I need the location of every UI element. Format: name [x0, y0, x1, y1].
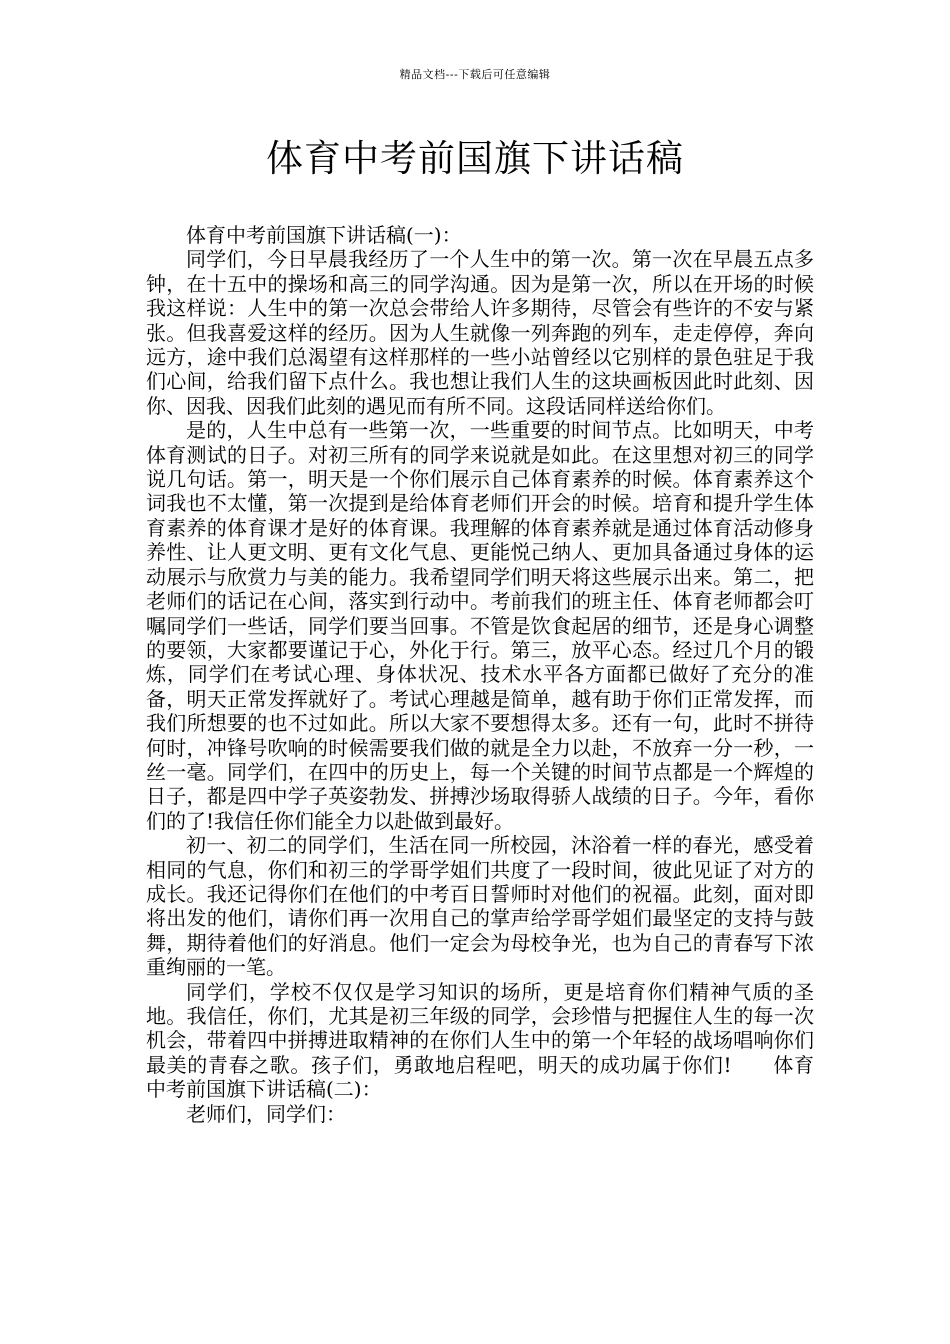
paragraph-greeting: 老师们，同学们： [186, 1101, 346, 1126]
document-title: 体育中考前国旗下讲话稿 [266, 137, 684, 180]
document-body [146, 223, 814, 1126]
paragraph: 同学们，今日早晨我经历了一个人生中的第一次。第一次在早晨五点多钟，在十五中的操场和高三的同学沟通。因为是第一次，所以在开场的时候我这样说：人生中的第一次总会带给人许多期待，尽管会有些许的不安与紧张。但我喜爱这样的经历。因为人生就像一列奔跑的列车，走走停停，奔向远方，途中我们总渴望有这样那样的一些小站曾经以它别样的景色驻足于我们心间，给我们留下点什么。我也想让我们人生的这块画板因此时此刻、因你、因我、因我们此刻的遇见而有所不同。这段话同样送给你们。 [146, 247, 814, 418]
paragraph-subtitle-1: 体育中考前国旗下讲话稿(一)： [186, 223, 462, 247]
paragraph: 初一、初二的同学们，生活在同一所校园，沐浴着一样的春光，感受着相同的气息，你们和初三的学哥学姐们共度了一段时间，彼此见证了对方的成长。我还记得你们在他们的中考百日誓师时对他们的祝福。此刻，面对即将出发的他们，请你们再一次用自己的掌声给学哥学姐们最坚定的支持与鼓舞，期待着他们的好消息。他们一定会为母校争光，也为自己的青春写下浓重绚丽的一笔。 [146, 833, 814, 980]
paragraph: 是的，人生中总有一些第一次，一些重要的时间节点。比如明天，中考体育测试的日子。对初三所有的同学来说就是如此。在这里想对初三的同学说几句话。第一，明天是一个你们展示自己体育素养的时候。体育素养这个词我也不太懂，第一次提到是给体育老师们开会的时候。培育和提升学生体育素养的体育课才是好的体育课。我理解的体育素养就是通过体育活动修身养性、让人更文明、更有文化气息、更能悦己纳人、更加具备通过身体的运动展示与欣赏力与美的能力。我希望同学们明天将这些展示出来。第二，把老师们的话记在心间，落实到行动中。考前我们的班主任、体育老师都会叮嘱同学们一些话，同学们要当回事。不管是饮食起居的细节，还是身心调整的要领，大家都要谨记于心，外化于行。第三，放平心态。经过几个月的锻炼，同学们在考试心理、身体状况、技术水平各方面都已做好了充分的准备，明天正常发挥就好了。考试心理越是简单，越有助于你们正常发挥，而我们所想要的也不过如此。所以大家不要想得太多。还有一句，此时不拼待何时，冲锋号吹响的时候需要我们做的就是全力以赴，不放弃一分一秒，一丝一毫。同学们，在四中的历史上，每一个关键的时间节点都是一个辉煌的日子，都是四中学子英姿勃发、拼搏沙场取得骄人战绩的日子。今年，看你们的了!我信任你们能全力以赴做到最好。 [146, 418, 814, 833]
header-note: 精品文档---下载后可任意编辑 [399, 68, 551, 81]
paragraph: 同学们，学校不仅仅是学习知识的场所，更是培育你们精神气质的圣地。我信任，你们，尤其是初三年级的同学，会珍惜与把握住人生的每一次机会，带着四中拼搏进取精神的在你们人生中的第一个年轻的战场唱响你们最美的青春之歌。孩子们，勇敢地启程吧，明天的成功属于你们! 体育中考前国旗下讲话稿(二)： [146, 979, 814, 1102]
